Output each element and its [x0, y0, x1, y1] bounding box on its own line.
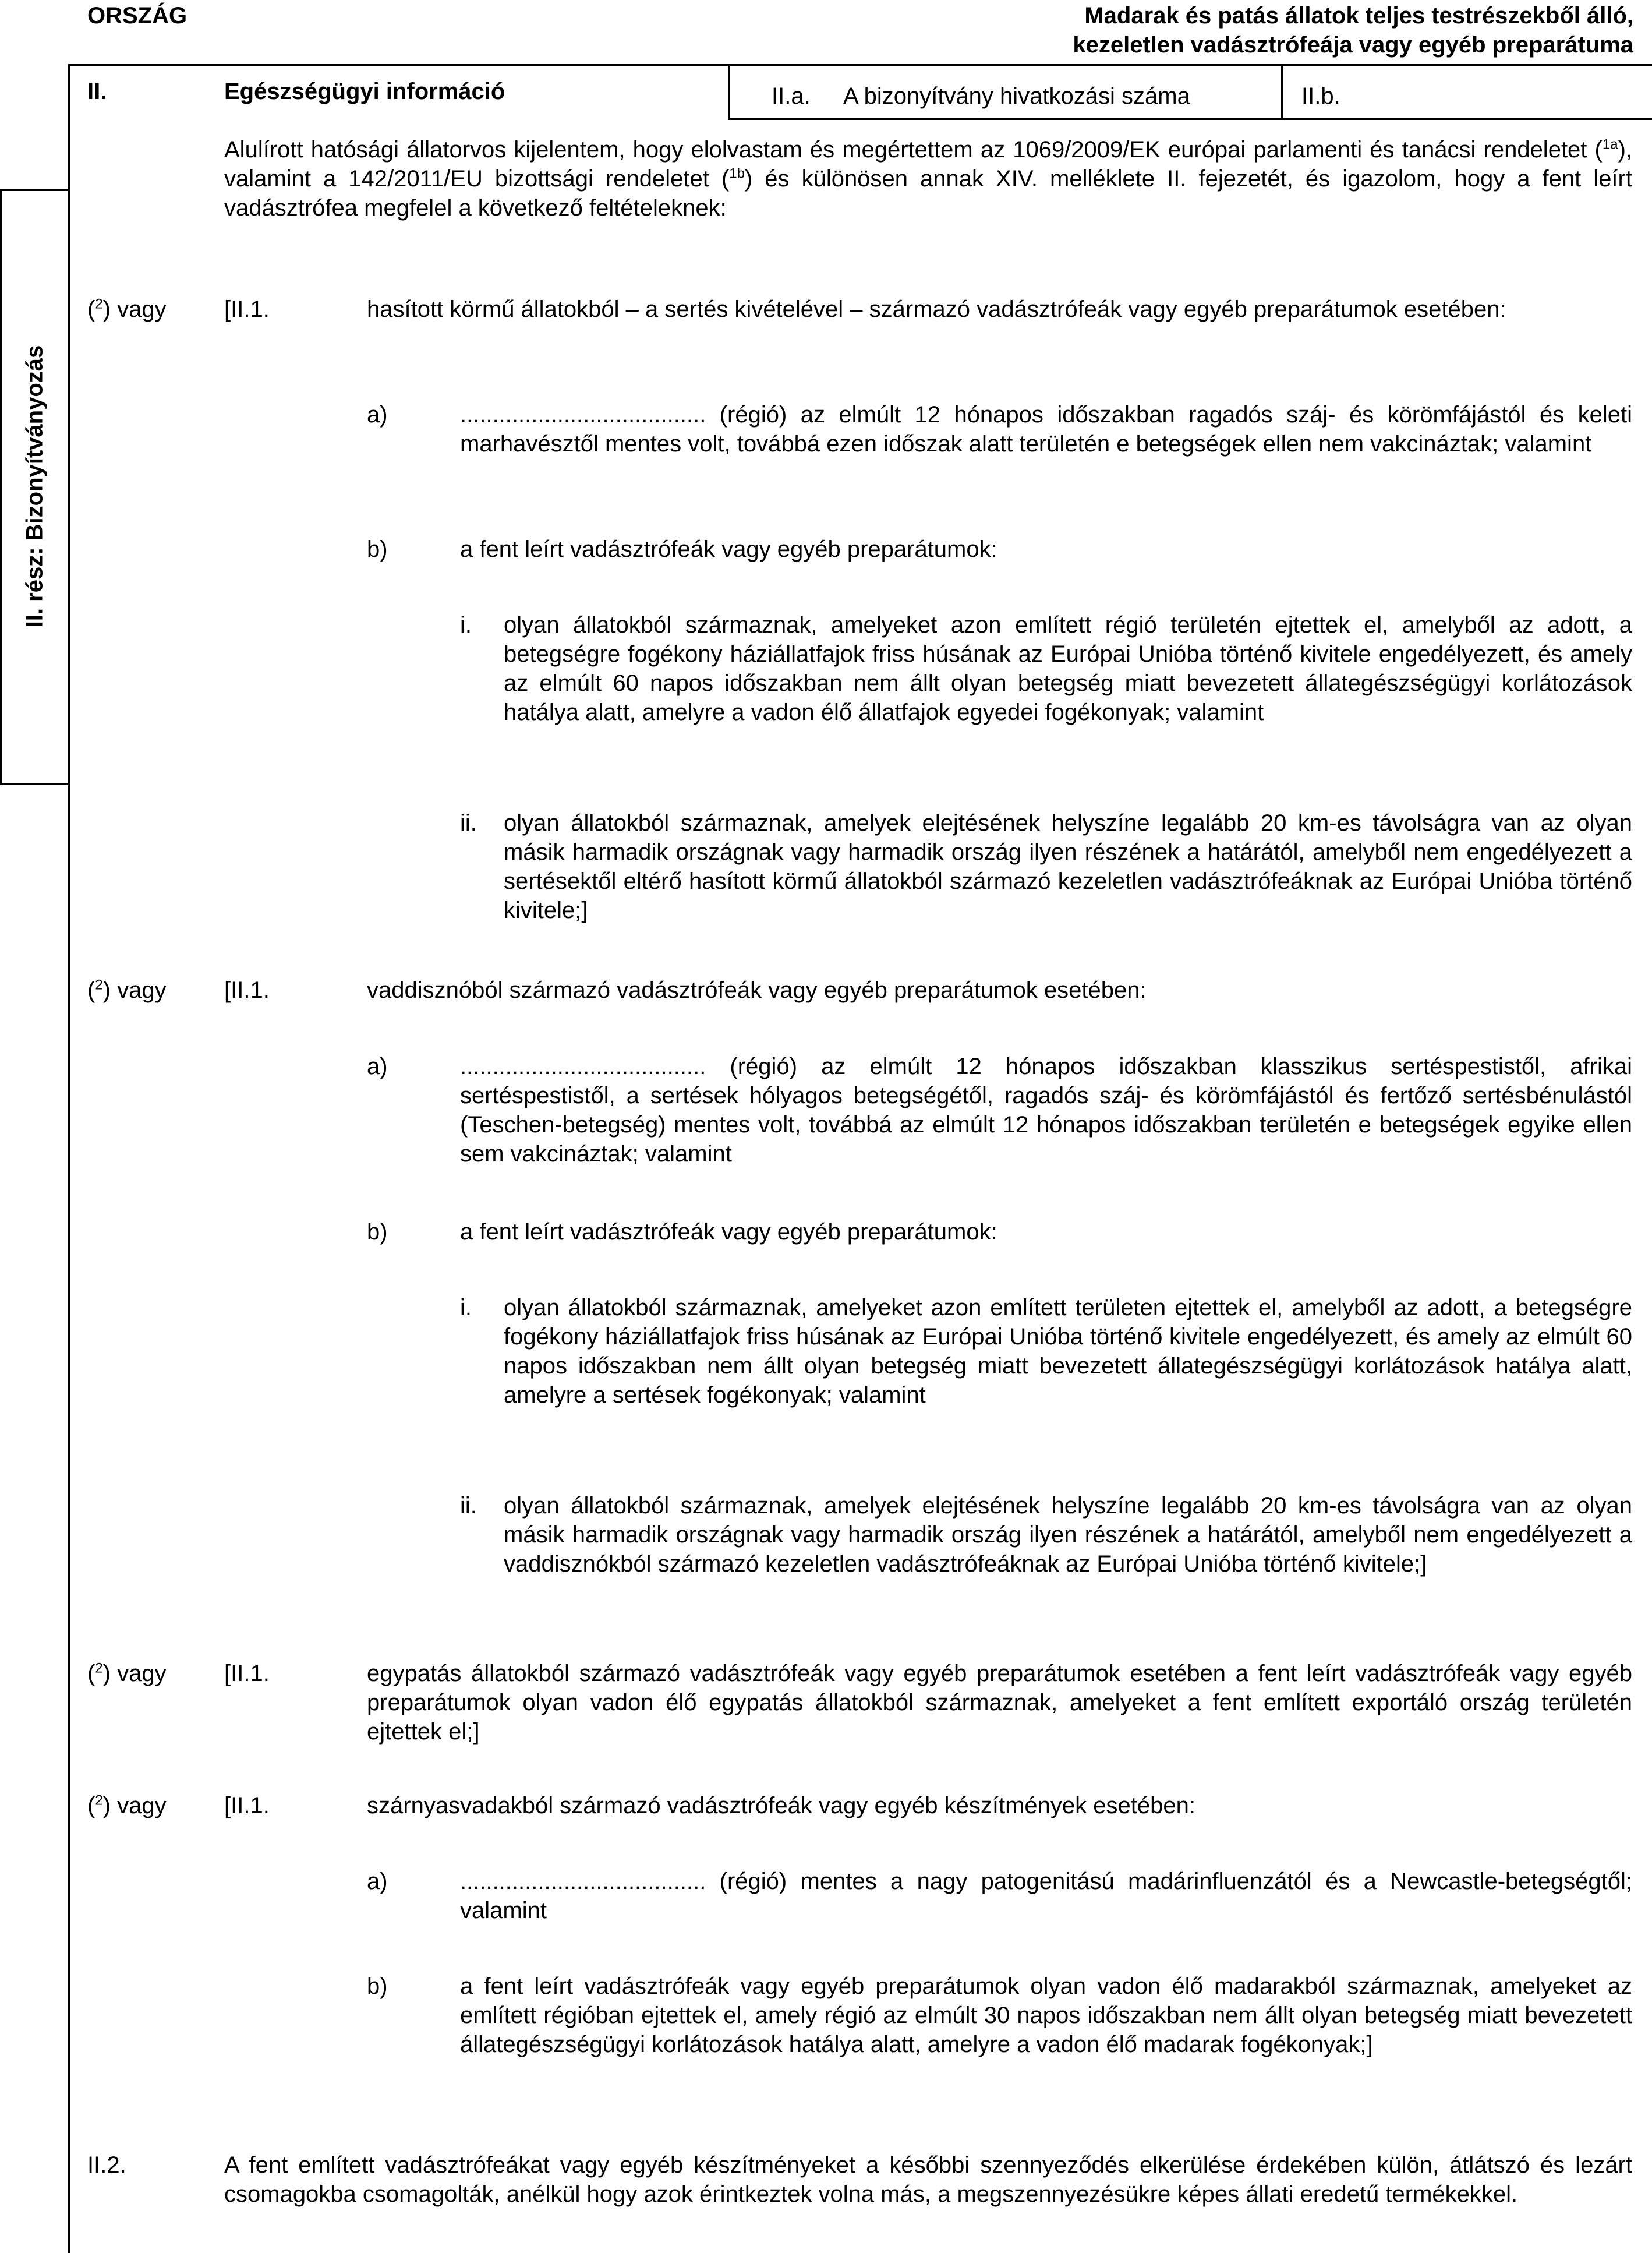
block-1-i-label: i. — [460, 612, 472, 638]
paren-close-vagy: ) vagy — [102, 1661, 167, 1686]
block-2-a-label: a) — [367, 1054, 388, 1079]
footnote-ref: 2 — [95, 977, 103, 993]
section-bar-divider-1 — [728, 64, 730, 120]
section-bar-top-line — [68, 64, 1652, 66]
block-2-a-text: ...................................... (régió) az elmúlt 12 hónapos időszakban klasszikus sertéspestistől, afrikai sertéspestistől, a sertések hólyagos betegségétől, ragadós száj- és körömfájástól és fertőző sertésbénulástól (Teschen-betegség) mentes volt, továbbá az elmúlt 12 hónapos időszakban területén e betegségek egyike ellen sem vakcináztak; valamint — [460, 1054, 1632, 1167]
section-bar-ref-bottom-line — [728, 118, 1652, 120]
block-3-lead: egypatás állatokból származó vadásztrófeák vagy egyéb preparátumok esetében a fent leírt vadásztrófeák vagy egyéb preparátumok olyan vadon élő egypatás állatokból származnak, amelyeket a fent említett exportáló ország területén ejtettek el;] — [367, 1661, 1632, 1745]
paren-close-vagy: ) vagy — [102, 977, 167, 1003]
block-2-i-label: i. — [460, 1295, 472, 1320]
block-2-ii-label: ii. — [460, 1493, 477, 1519]
block-1-lead: hasított körmű állatokból – a sertés kivételével – származó vadásztrófeák vagy egyéb preparátumok esetében: — [367, 296, 1506, 322]
block-4-code: [II.1. — [224, 1793, 270, 1818]
block-2-ii-text: olyan állatokból származnak, amelyek elejtésének helyszíne legalább 20 km-es távolságra van az olyan másik harmadik országnak vagy harmadik ország ilyen részének a határától, amelyből nem engedélyezett a vaddisznókból származó kezeletlen vadásztrófeáknak az Európai Unióba történő kivitele;] — [504, 1493, 1632, 1577]
block-4-a-text: ...................................... (régió) mentes a nagy patogenitású madárinfluenzától és a Newcastle-betegségtől; valamint — [460, 1869, 1632, 1923]
block-1-b-text: a fent leírt vadásztrófeák vagy egyéb preparátumok: — [460, 536, 997, 562]
document-title — [1073, 1, 1633, 59]
section-title: Egészségügyi információ — [224, 79, 505, 104]
block-2-b-label: b) — [367, 1219, 388, 1245]
block-2-code: [II.1. — [224, 977, 270, 1003]
document-title-line2: kezeletlen vadásztrófeája vagy egyéb preparátuma — [1073, 32, 1633, 58]
paren-open: ( — [87, 977, 95, 1003]
intro-text-1: Alulírott hatósági állatorvos kijelentem, hogy elolvastam és megértettem az 1069/2009/EK európai parlamenti és tanácsi rendeletet ( — [224, 137, 1603, 163]
block-2-i-text: olyan állatokból származnak, amelyeket azon említett területen ejtettek el, amelyből az adott, a betegségre fogékony háziállatfajok friss húsának az Európai Unióba történő kivitele engedélyezett, és amely az elmúlt 60 napos időszakban nem állt olyan betegség miatt bevezetett állategészségügyi korlátozások hatálya alatt, amelyre a sertések fogékonyak; valamint — [504, 1295, 1632, 1408]
block-1-a-label: a) — [367, 402, 388, 428]
intro-footnote-1a: 1a — [1602, 136, 1618, 153]
block-4-b-text: a fent leírt vadásztrófeák vagy egyéb preparátumok olyan vadon élő madarakból származnak, amelyeket az említett régióban ejtettek el, amely régió az elmúlt 30 napos időszakban nem állt olyan betegség miatt bevezetett állategészségügyi korlátozások hatálya alatt, amelyre a vadon élő madarak fogékonyak;] — [460, 1973, 1632, 2057]
block-4-lead: szárnyasvadakból származó vadásztrófeák vagy egyéb készítmények esetében: — [367, 1793, 1195, 1818]
block-4-prefix — [87, 1791, 167, 1820]
block-1-prefix — [87, 295, 167, 324]
document-title-line1: Madarak és patás állatok teljes testrészekből álló, — [1084, 3, 1633, 29]
footnote-ref: 2 — [95, 1660, 103, 1676]
paren-close-vagy: ) vagy — [102, 296, 167, 322]
block-2-lead: vaddisznóból származó vadásztrófeák vagy egyéb preparátumok esetében: — [367, 977, 1147, 1003]
block-2-prefix — [87, 976, 167, 1005]
intro-text-2: ), valamint a 142/2011/EU bizottsági rendeletet ( — [224, 137, 1632, 192]
paren-open: ( — [87, 1661, 95, 1686]
paren-open: ( — [87, 296, 95, 322]
block-1-ii-text: olyan állatokból származnak, amelyek elejtésének helyszíne legalább 20 km-es távolságra van az olyan másik harmadik országnak vagy harmadik ország ilyen részének a határától, amelyből nem engedélyezett a sertésektől eltérő hasított körmű állatokból származó kezeletlen vadásztrófeáknak az Európai Unióba történő kivitele;] — [504, 810, 1632, 923]
block-1-ii-label: ii. — [460, 810, 477, 836]
block-1-i-text: olyan állatokból származnak, amelyeket azon említett régió területén ejtettek el, amelyből az adott, a betegségre fogékony háziállatfajok friss húsának az Európai Unióba történő kivitele engedélyezett, és amely az elmúlt 60 napos időszakban nem állt olyan betegség miatt bevezetett állategészségügyi korlátozások hatálya alatt, amelyre a vadon élő állatfajok egyedei fogékonyak; valamint — [504, 612, 1632, 725]
intro-paragraph — [224, 135, 1632, 223]
intro-footnote-1b: 1b — [729, 165, 745, 182]
block-1-b-label: b) — [367, 536, 388, 562]
paren-close-vagy: ) vagy — [102, 1793, 167, 1818]
reference-code: II.a. — [772, 83, 811, 109]
footnote-ref: 2 — [95, 1792, 103, 1809]
paren-open: ( — [87, 1793, 95, 1818]
intro-text-3: ) és különösen annak XIV. melléklete II. fejezetét, és igazolom, hogy a fent leírt vadásztrófea megfelel a következő feltételeknek: — [224, 166, 1632, 221]
block-3-prefix — [87, 1659, 167, 1688]
section-number: II. — [87, 79, 107, 104]
block-1-code: [II.1. — [224, 296, 270, 322]
block-2-b-text: a fent leírt vadásztrófeák vagy egyéb preparátumok: — [460, 1219, 997, 1245]
block-3-code: [II.1. — [224, 1661, 270, 1686]
side-label-text: II. rész: Bizonyítványozás — [22, 345, 47, 628]
final-text: A fent említett vadásztrófeákat vagy egyéb készítményeket a későbbi szennyeződés elkerülése érdekében külön, átlátszó és lezárt csomagokba csomagolták, anélkül hogy azok érintkeztek volna más, a megszennyezésükre képes állati eredetű termékekkel. — [224, 2152, 1632, 2207]
block-4-b-label: b) — [367, 1973, 388, 1999]
final-code: II.2. — [87, 2152, 126, 2178]
section-bar-divider-2 — [1281, 64, 1283, 120]
side-label — [0, 189, 69, 783]
block-4-a-label: a) — [367, 1869, 388, 1894]
reference-label: A bizonyítvány hivatkozási száma — [843, 83, 1190, 109]
country-label: ORSZÁG — [87, 3, 188, 29]
footnote-ref: 2 — [95, 296, 103, 312]
block-1-a-text: ...................................... (régió) az elmúlt 12 hónapos időszakban ragadós száj- és körömfájástól és keleti marhavésztől mentes volt, továbbá ezen időszak alatt területén e betegségek ellen nem vakcináztak; valamint — [460, 402, 1632, 457]
reference-b-code: II.b. — [1301, 83, 1340, 109]
